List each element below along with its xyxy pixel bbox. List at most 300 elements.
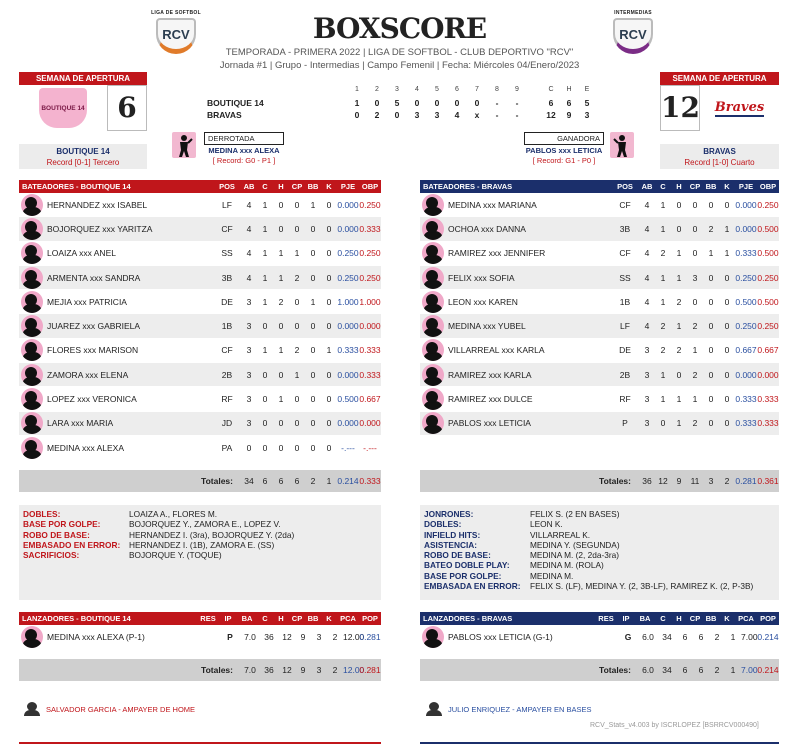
- pitcher-row[interactable]: [19, 625, 381, 649]
- stat-cell: 0: [724, 272, 730, 283]
- home-pitching-table: [420, 612, 779, 681]
- linescore-cell: 5: [394, 98, 400, 108]
- linescore-row: [207, 109, 607, 121]
- stat-cell: 0.000: [337, 369, 359, 380]
- stat-cell: 0: [278, 418, 284, 429]
- stat-cell: 1: [660, 369, 666, 380]
- inning-label: 2: [375, 86, 379, 93]
- stat-cell: 3: [246, 369, 252, 380]
- pitcher-icon: [172, 132, 196, 158]
- note-value: VILLARREAL K.: [530, 529, 591, 540]
- player-name: RAMIREZ xxx KARLA: [448, 369, 532, 380]
- total-cell: 0.333: [359, 476, 381, 487]
- player-avatar: [422, 291, 444, 313]
- total-cell: 0.361: [757, 476, 779, 487]
- stat-cell: 1: [326, 345, 332, 356]
- inning-label: C: [548, 86, 554, 93]
- note-value: MEDINA M. (ROLA): [530, 560, 604, 571]
- stat-cell: 34: [662, 631, 672, 642]
- linescore-cell: -: [515, 98, 519, 108]
- player-avatar: [21, 412, 43, 434]
- stat-cell: 1: [692, 345, 698, 356]
- stat-cell: 0: [708, 296, 714, 307]
- stat-cell: 2: [294, 272, 300, 283]
- home-notes: [420, 505, 779, 600]
- stat-cell: 0.000: [735, 199, 757, 210]
- stat-cell: 2: [332, 631, 338, 642]
- linescore-cell: x: [474, 110, 480, 120]
- player-row[interactable]: [420, 314, 779, 338]
- note-key: BASE POR GOLPE:: [424, 570, 502, 581]
- col-header: BB: [307, 182, 319, 191]
- note-row: [424, 540, 775, 550]
- player-row[interactable]: [420, 412, 779, 436]
- stat-cell: 0.333: [735, 394, 757, 405]
- player-row[interactable]: [19, 290, 381, 314]
- totals-label: Totales:: [599, 665, 631, 676]
- note-key: ASISTENCIA:: [424, 539, 478, 550]
- linescore-cell: 0: [474, 98, 480, 108]
- note-key: ROBO DE BASE:: [424, 550, 491, 561]
- stat-cell: 0.667: [735, 345, 757, 356]
- stat-cell: 4: [644, 199, 650, 210]
- note-key: ROBO DE BASE:: [23, 529, 90, 540]
- stat-cell: 0.333: [359, 223, 381, 234]
- inning-label: 1: [355, 86, 359, 93]
- note-row: [23, 509, 377, 519]
- stat-cell: 0.333: [337, 345, 359, 356]
- linescore-cell: 0: [414, 98, 420, 108]
- stat-cell: 1: [262, 223, 268, 234]
- player-name: MEJIA xxx PATRICIA: [47, 296, 127, 307]
- col-header: K: [724, 182, 730, 191]
- stat-cell: 0: [262, 394, 268, 405]
- stat-cell: 3: [644, 418, 650, 429]
- league-logo: LIGA DE SOFTBOL RCV: [146, 10, 206, 58]
- stat-cell: 6: [698, 631, 704, 642]
- note-value: BOJORQUE Y. (TOQUE): [129, 550, 222, 561]
- col-header: C: [660, 614, 666, 623]
- player-avatar: [21, 339, 43, 361]
- stat-cell: 0: [708, 199, 714, 210]
- stat-cell: 1: [660, 199, 666, 210]
- stat-cell: 1: [310, 199, 316, 210]
- note-key: EMBASADA EN ERROR:: [424, 581, 521, 592]
- player-avatar: [422, 388, 444, 410]
- col-header: C: [660, 182, 666, 191]
- player-name: PABLOS xxx LETICIA: [448, 418, 531, 429]
- player-avatar: [21, 626, 43, 648]
- note-key: DOBLES:: [23, 509, 61, 519]
- player-row[interactable]: [420, 387, 779, 411]
- stat-cell: 1: [262, 199, 268, 210]
- batting-totals: [19, 470, 381, 492]
- inning-label: 7: [475, 86, 479, 93]
- pitching-header: [19, 612, 381, 625]
- col-header: BB: [307, 614, 319, 623]
- stat-cell: 2B: [221, 369, 233, 380]
- stat-cell: 0: [676, 369, 682, 380]
- stat-cell: 0: [708, 272, 714, 283]
- away-notes: [19, 505, 381, 600]
- stat-cell: 0: [660, 418, 666, 429]
- player-row[interactable]: [19, 242, 381, 266]
- stat-cell: 1: [676, 272, 682, 283]
- inning-label: E: [584, 86, 590, 93]
- home-score: 12: [660, 85, 700, 131]
- linescore-cell: 3: [414, 110, 420, 120]
- stat-cell: 1: [278, 394, 284, 405]
- total-cell: 6: [262, 476, 268, 487]
- stat-cell: LF: [222, 199, 232, 210]
- stat-cell: P: [622, 418, 628, 429]
- stat-cell: CF: [221, 223, 233, 234]
- stat-cell: 2: [660, 248, 666, 259]
- stat-cell: 3: [246, 394, 252, 405]
- stat-cell: 0: [310, 321, 316, 332]
- losing-pitcher: MEDINA xxx ALEXA [ Record: G0 - P1 ]: [208, 146, 280, 165]
- stat-cell: 0: [724, 394, 730, 405]
- total-cell: 34: [244, 476, 254, 487]
- player-row[interactable]: [420, 242, 779, 266]
- stat-cell: 0.000: [735, 223, 757, 234]
- player-avatar: [21, 364, 43, 386]
- stat-cell: 0.500: [757, 248, 779, 259]
- total-cell: 9: [676, 476, 682, 487]
- note-value: HERNANDEZ I. (3ra), BOJORQUEZ Y. (2da): [129, 529, 295, 540]
- stat-cell: 2: [676, 296, 682, 307]
- note-key: DOBLES:: [424, 519, 462, 530]
- inning-label: H: [566, 86, 572, 93]
- stat-cell: 4: [246, 248, 252, 259]
- player-name: BOJORQUEZ xxx YARITZA: [47, 223, 153, 234]
- home-team-summary: BRAVAS Record [1-0] Cuarto: [660, 144, 779, 169]
- stat-cell: 1.000: [337, 296, 359, 307]
- player-avatar: [21, 267, 43, 289]
- player-row[interactable]: [19, 412, 381, 436]
- stat-cell: CF: [619, 199, 631, 210]
- col-header: POP: [362, 614, 378, 623]
- player-name: RAMIREZ xxx JENNIFER: [448, 248, 546, 259]
- umpire-icon: [24, 702, 40, 716]
- stat-cell: LF: [620, 321, 630, 332]
- stat-cell: 3: [246, 345, 252, 356]
- stat-cell: 0: [278, 223, 284, 234]
- home-batting-table: [420, 180, 779, 492]
- linescore-cell: 4: [454, 110, 460, 120]
- player-name: LOPEZ xxx VERONICA: [47, 394, 137, 405]
- stat-cell: 0.250: [735, 272, 757, 283]
- stat-cell: 4: [246, 199, 252, 210]
- group-logo: INTERMEDIAS RCV: [603, 10, 663, 58]
- total-cell: 12: [658, 476, 668, 487]
- stat-cell: 0: [326, 418, 332, 429]
- col-header: H: [676, 614, 682, 623]
- col-header: IP: [224, 614, 232, 623]
- player-row[interactable]: [19, 266, 381, 290]
- stat-cell: 1: [676, 394, 682, 405]
- stat-cell: 3B: [221, 272, 233, 283]
- stat-cell: SS: [619, 272, 631, 283]
- player-avatar: [422, 626, 444, 648]
- linescore-header: [207, 86, 607, 97]
- stat-cell: 0: [676, 223, 682, 234]
- win-label: GANADORA: [524, 132, 604, 145]
- player-row[interactable]: [19, 217, 381, 241]
- player-avatar: [21, 437, 43, 459]
- stat-cell: 3: [246, 296, 252, 307]
- stat-cell: 0.214: [757, 631, 779, 642]
- stat-cell: 0: [294, 223, 300, 234]
- player-avatar: [422, 364, 444, 386]
- total-cell: 6: [698, 665, 704, 676]
- stat-cell: 1: [676, 321, 682, 332]
- total-cell: 3: [708, 476, 714, 487]
- col-header: PJE: [738, 182, 754, 191]
- stat-cell: 0: [326, 248, 332, 259]
- linescore-cell: -: [495, 98, 499, 108]
- stat-cell: 4: [246, 223, 252, 234]
- stat-cell: 0.000: [337, 223, 359, 234]
- stat-cell: 36: [264, 631, 274, 642]
- home-team-card: SEMANA DE APERTURA 12 Braves: [660, 72, 779, 131]
- stat-cell: 0.000: [735, 369, 757, 380]
- note-key: BATEO DOBLE PLAY:: [424, 560, 510, 571]
- linescore-team: BOUTIQUE 14: [207, 98, 264, 108]
- note-key: EMBASADO EN ERROR:: [23, 539, 121, 550]
- stat-cell: 3B: [619, 223, 631, 234]
- stat-cell: SS: [221, 248, 233, 259]
- stat-cell: 0.281: [359, 631, 381, 642]
- note-row: [23, 519, 377, 529]
- note-row: [424, 581, 775, 591]
- stat-cell: 0: [294, 199, 300, 210]
- stat-cell: 0: [310, 345, 316, 356]
- col-header: AB: [641, 182, 653, 191]
- stat-cell: 0: [724, 345, 730, 356]
- player-name: OCHOA xxx DANNA: [448, 223, 526, 234]
- col-header: C: [262, 614, 268, 623]
- player-row[interactable]: [19, 339, 381, 363]
- total-cell: 6: [294, 476, 300, 487]
- player-row[interactable]: [420, 217, 779, 241]
- player-avatar: [21, 194, 43, 216]
- totals-label: Totales:: [599, 476, 631, 487]
- player-row[interactable]: [420, 339, 779, 363]
- stat-cell: 0: [310, 223, 316, 234]
- stat-cell: -.---: [341, 442, 355, 453]
- stat-cell: 6.0: [642, 631, 654, 642]
- col-header: BB: [705, 614, 717, 623]
- player-name: ZAMORA xxx ELENA: [47, 369, 129, 380]
- linescore-cell: 5: [584, 98, 590, 108]
- stat-cell: 0: [708, 394, 714, 405]
- player-name: LARA xxx MARIA: [47, 418, 114, 429]
- player-row[interactable]: [420, 363, 779, 387]
- player-row[interactable]: [420, 193, 779, 217]
- stat-cell: 0: [708, 321, 714, 332]
- player-avatar: [21, 291, 43, 313]
- linescore-cell: 0: [394, 110, 400, 120]
- stat-cell: 1B: [221, 321, 233, 332]
- player-row[interactable]: [19, 363, 381, 387]
- player-avatar: [422, 194, 444, 216]
- player-row[interactable]: [19, 193, 381, 217]
- linescore-cell: 3: [434, 110, 440, 120]
- player-name: MEDINA xxx MARIANA: [448, 199, 537, 210]
- stat-cell: 0: [326, 321, 332, 332]
- stat-cell: 0: [294, 321, 300, 332]
- game-info-line: Jornada #1 | Grupo - Intermedias | Campo Femenil | Fecha: Miércoles 04/Enero/2023: [219, 60, 580, 71]
- inning-label: 8: [495, 86, 499, 93]
- stat-cell: 0: [278, 321, 284, 332]
- stat-cell: 3: [316, 631, 322, 642]
- player-name: ARMENTA xxx SANDRA: [47, 272, 141, 283]
- note-row: [424, 509, 775, 519]
- col-header: POS: [617, 182, 633, 191]
- stat-cell: 0: [294, 394, 300, 405]
- stat-cell: 1: [730, 631, 736, 642]
- inning-label: 4: [415, 86, 419, 93]
- stat-cell: 0: [708, 345, 714, 356]
- stat-cell: 0: [278, 369, 284, 380]
- stat-cell: 0: [692, 199, 698, 210]
- pitching-totals: [420, 659, 779, 681]
- col-header: H: [676, 182, 682, 191]
- stat-cell: 0.250: [359, 248, 381, 259]
- stat-cell: 0.250: [337, 272, 359, 283]
- stat-cell: 1: [278, 272, 284, 283]
- stat-cell: DE: [619, 345, 631, 356]
- stat-cell: 2: [692, 369, 698, 380]
- player-row[interactable]: [420, 290, 779, 314]
- stat-cell: 0: [676, 199, 682, 210]
- stat-cell: 0: [326, 199, 332, 210]
- stat-cell: 1B: [619, 296, 631, 307]
- stat-cell: 3: [246, 418, 252, 429]
- stat-cell: 4: [644, 223, 650, 234]
- note-value: BOJORQUEZ Y., ZAMORA E., LOPEZ V.: [129, 519, 281, 530]
- linescore-cell: 2: [374, 110, 380, 120]
- stat-cell: 12.00: [343, 631, 365, 642]
- stat-cell: 1: [724, 223, 730, 234]
- pitching-header: [420, 612, 779, 625]
- player-row[interactable]: [19, 314, 381, 338]
- stat-cell: 0: [294, 442, 300, 453]
- stat-cell: 1: [262, 345, 268, 356]
- stat-cell: 0.333: [359, 369, 381, 380]
- stat-cell: 1: [278, 248, 284, 259]
- stat-cell: 2: [660, 345, 666, 356]
- stat-cell: 0.250: [359, 199, 381, 210]
- stat-cell: 0: [326, 369, 332, 380]
- stat-cell: 7.0: [244, 631, 256, 642]
- total-cell: 34: [662, 665, 672, 676]
- stat-cell: 0: [278, 199, 284, 210]
- note-row: [424, 519, 775, 529]
- note-key: SACRIFICIOS:: [23, 550, 80, 561]
- col-header: C: [262, 182, 268, 191]
- stat-cell: JD: [221, 418, 233, 429]
- player-name: FELIX xxx SOFIA: [448, 272, 515, 283]
- total-cell: 0.214: [757, 665, 779, 676]
- player-avatar: [21, 315, 43, 337]
- player-avatar: [422, 315, 444, 337]
- col-header: K: [326, 182, 332, 191]
- player-row[interactable]: [420, 266, 779, 290]
- player-row[interactable]: [19, 387, 381, 411]
- total-cell: 6.0: [642, 665, 654, 676]
- col-header: CP: [689, 182, 701, 191]
- stat-cell: 0: [692, 223, 698, 234]
- pitcher-row[interactable]: [420, 625, 779, 649]
- stat-cell: 0: [310, 272, 316, 283]
- stat-cell: 1: [294, 248, 300, 259]
- player-name: HERNANDEZ xxx ISABEL: [47, 199, 148, 210]
- stat-cell: 0.250: [337, 248, 359, 259]
- stat-cell: PA: [221, 442, 233, 453]
- stat-cell: 0.333: [359, 345, 381, 356]
- col-header: K: [326, 614, 332, 623]
- col-header: PJE: [340, 182, 356, 191]
- stat-cell: P: [227, 631, 233, 642]
- total-cell: 9: [300, 665, 306, 676]
- note-value: LEON K.: [530, 519, 563, 530]
- player-avatar: [422, 218, 444, 240]
- stat-cell: 0.333: [757, 418, 779, 429]
- away-batting-table: [19, 180, 381, 492]
- stat-cell: 1: [660, 272, 666, 283]
- col-header: H: [278, 182, 284, 191]
- player-name: JUAREZ xxx GABRIELA: [47, 321, 141, 332]
- stat-cell: 7.00: [741, 631, 758, 642]
- stat-cell: 0.250: [757, 199, 779, 210]
- stat-cell: 2: [278, 296, 284, 307]
- stat-cell: 1: [278, 345, 284, 356]
- away-pitching-table: [19, 612, 381, 681]
- away-team-logo: BOUTIQUE 14: [39, 88, 87, 128]
- stat-cell: 2: [714, 631, 720, 642]
- col-header: K: [724, 614, 730, 623]
- stat-cell: 2: [692, 321, 698, 332]
- bottom-rule: [420, 742, 779, 744]
- inning-label: 5: [435, 86, 439, 93]
- stat-cell: 0: [278, 442, 284, 453]
- stat-cell: 1: [676, 418, 682, 429]
- total-cell: 2: [310, 476, 316, 487]
- player-row[interactable]: [19, 436, 381, 460]
- stat-cell: 4: [644, 248, 650, 259]
- col-header: BA: [639, 614, 651, 623]
- linescore-cell: 6: [566, 98, 572, 108]
- stat-cell: 12: [282, 631, 292, 642]
- stat-cell: 0: [262, 418, 268, 429]
- stat-cell: 1: [708, 248, 714, 259]
- player-name: LOAIZA xxx ANEL: [47, 248, 116, 259]
- stat-cell: 1.000: [359, 296, 381, 307]
- stat-cell: 0: [692, 296, 698, 307]
- linescore-cell: 12: [546, 110, 556, 120]
- total-cell: 0.214: [337, 476, 359, 487]
- stat-cell: 0.000: [337, 418, 359, 429]
- note-value: FELIX S. (LF), MEDINA Y. (2, 3B-LF), RAMIREZ K. (2, P-3B): [530, 581, 754, 592]
- away-team-card: SEMANA DE APERTURA BOUTIQUE 14 6: [19, 72, 147, 131]
- col-header: OBP: [361, 182, 379, 191]
- stat-cell: 1: [310, 296, 316, 307]
- linescore-cell: 3: [584, 110, 590, 120]
- total-cell: 1: [730, 665, 736, 676]
- col-header: POS: [219, 182, 235, 191]
